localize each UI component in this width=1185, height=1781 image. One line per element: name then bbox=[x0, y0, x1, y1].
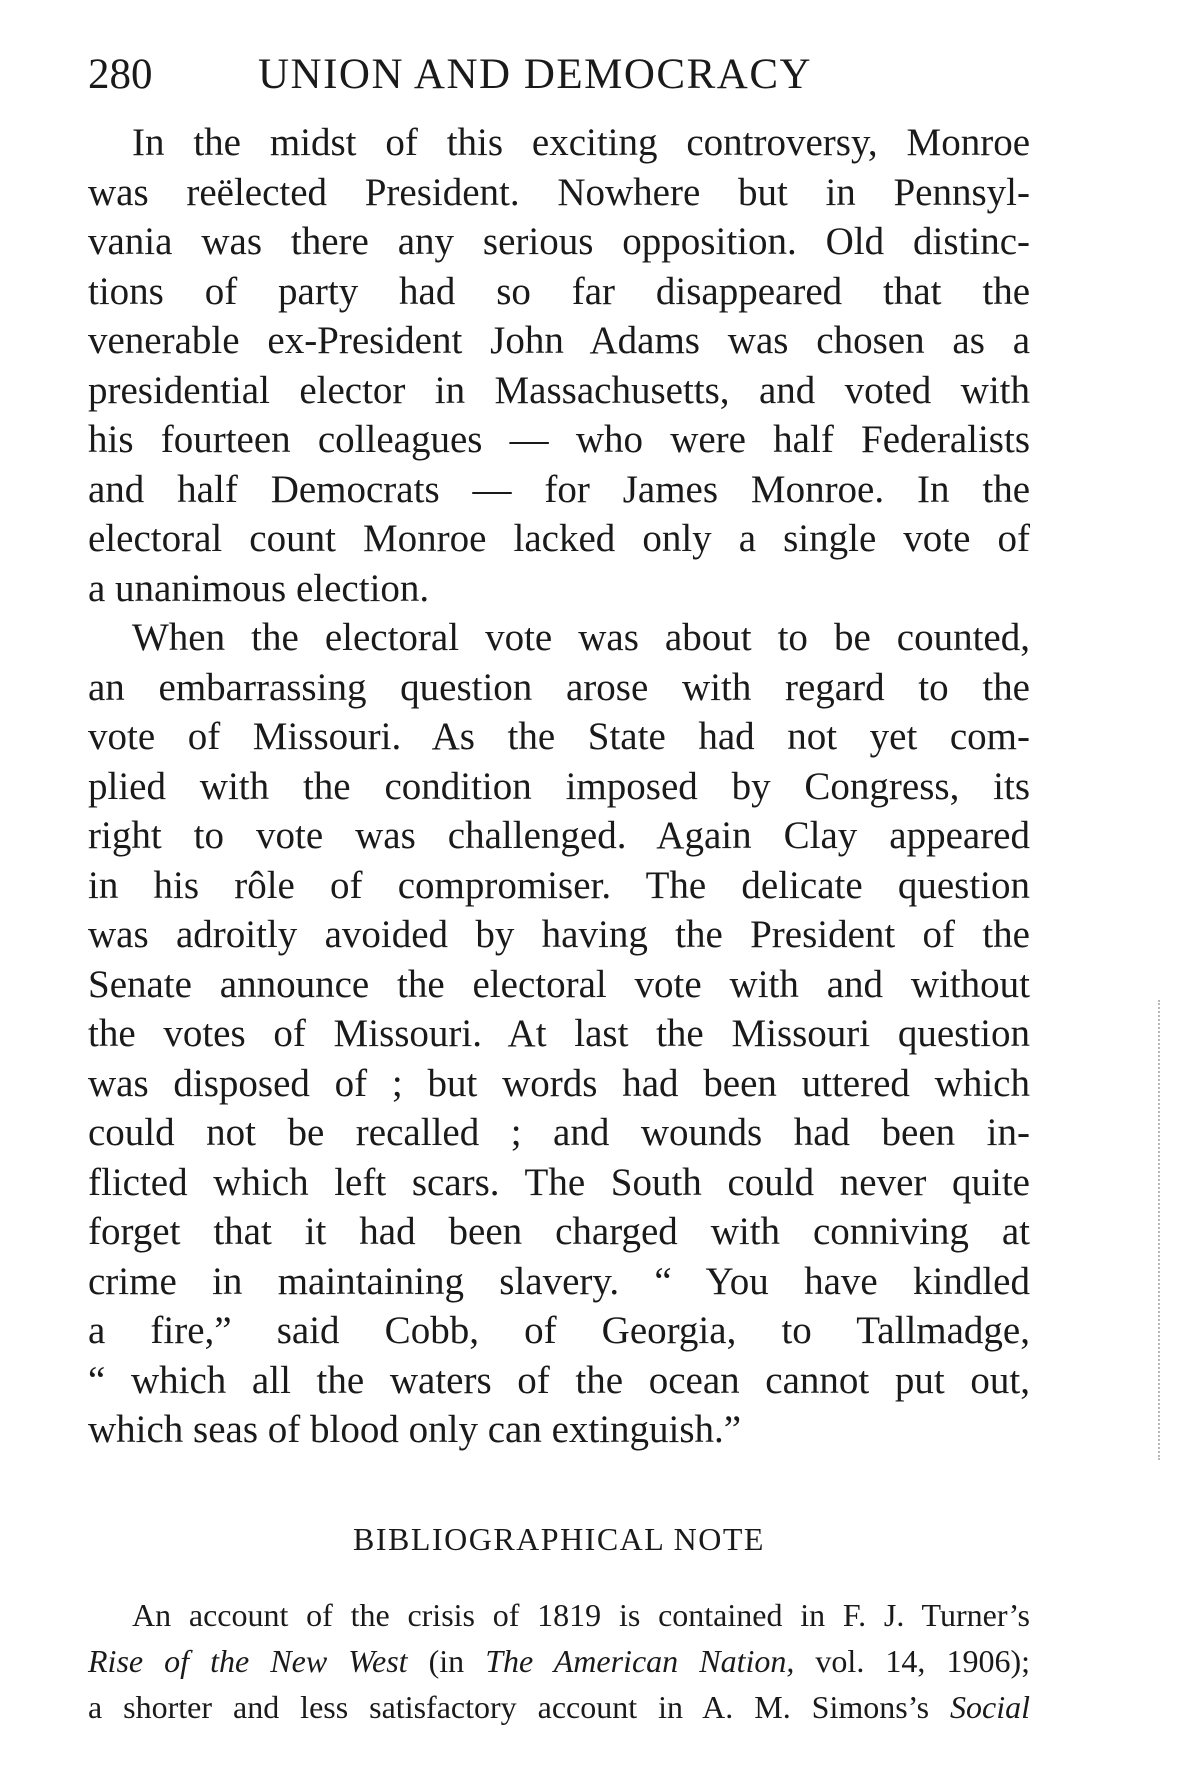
text-line: crime in maintaining slavery. “ You have kindled bbox=[88, 1259, 1030, 1303]
text-line: When the electoral vote was about to be counted, bbox=[132, 616, 1030, 659]
book-title: Rise of the New West bbox=[88, 1643, 408, 1679]
text-line: could not be recalled ; and wounds had been in- bbox=[88, 1111, 1030, 1154]
text-line: vania was there any serious opposition. Old distinc- bbox=[88, 220, 1030, 263]
text-line: and half Democrats — for James Monroe. In the bbox=[88, 467, 1030, 511]
bibliographical-note-heading: BIBLIOGRAPHICAL NOTE bbox=[353, 1521, 765, 1557]
text-line: the votes of Missouri. At last the Missouri question bbox=[88, 1012, 1030, 1055]
text-line: flicted which left scars. The South could never quite bbox=[88, 1160, 1030, 1204]
page-number: 280 bbox=[88, 51, 153, 98]
text-line: was reëlected President. Nowhere but in Pennsyl- bbox=[88, 170, 1030, 214]
note-fragment: (in bbox=[407, 1643, 486, 1679]
text-line: electoral count Monroe lacked only a single vote of bbox=[88, 517, 1030, 560]
text-line: forget that it had been charged with conniving at bbox=[88, 1210, 1030, 1253]
note-line bbox=[88, 1638, 1030, 1684]
text-line: which seas of blood only can extinguish.” bbox=[88, 1408, 742, 1451]
text-line: a fire,” said Cobb, of Georgia, to Tallmadge, bbox=[88, 1309, 1030, 1352]
text-line: presidential elector in Massachusetts, and voted with bbox=[88, 368, 1030, 412]
body-text bbox=[88, 118, 1030, 1455]
text-line: Senate announce the electoral vote with and without bbox=[88, 962, 1030, 1006]
text-line: an embarrassing question arose with regard to the bbox=[88, 665, 1030, 709]
running-title: UNION AND DEMOCRACY bbox=[258, 51, 813, 98]
page-edge-speckle bbox=[1158, 1000, 1164, 1460]
text-line: in his rôle of compromiser. The delicate question bbox=[88, 863, 1030, 907]
note-fragment: a shorter and less satisfactory account in A. M. Simons’s bbox=[88, 1689, 951, 1725]
text-line: was disposed of ; but words had been uttered which bbox=[88, 1061, 1030, 1105]
text-line: tions of party had so far disappeared that the bbox=[88, 269, 1030, 313]
text-line: “ which all the waters of the ocean cannot put out, bbox=[88, 1358, 1030, 1402]
text-line: venerable ex-President John Adams was chosen as a bbox=[88, 319, 1030, 362]
text-line: a unanimous election. bbox=[88, 566, 430, 610]
text-line: vote of Missouri. As the State had not yet com- bbox=[88, 715, 1030, 758]
note-fragment: vol. 14, 1906); bbox=[794, 1643, 1031, 1679]
note-line bbox=[88, 1684, 1030, 1730]
text-line: his fourteen colleagues — who were half Federalists bbox=[88, 418, 1030, 461]
bibliographical-note-text bbox=[88, 1592, 1030, 1730]
book-title: Social bbox=[950, 1689, 1030, 1725]
text-line: was adroitly avoided by having the President of the bbox=[88, 913, 1030, 956]
running-head bbox=[88, 40, 1048, 110]
text-line: In the midst of this exciting controversy, Monroe bbox=[132, 121, 1030, 164]
text-line: plied with the condition imposed by Congress, its bbox=[88, 764, 1030, 808]
text-line: right to vote was challenged. Again Clay appeared bbox=[88, 814, 1030, 857]
note-line: An account of the crisis of 1819 is contained in F. J. Turner’s bbox=[132, 1597, 1030, 1633]
series-title: The American Nation, bbox=[485, 1643, 795, 1679]
